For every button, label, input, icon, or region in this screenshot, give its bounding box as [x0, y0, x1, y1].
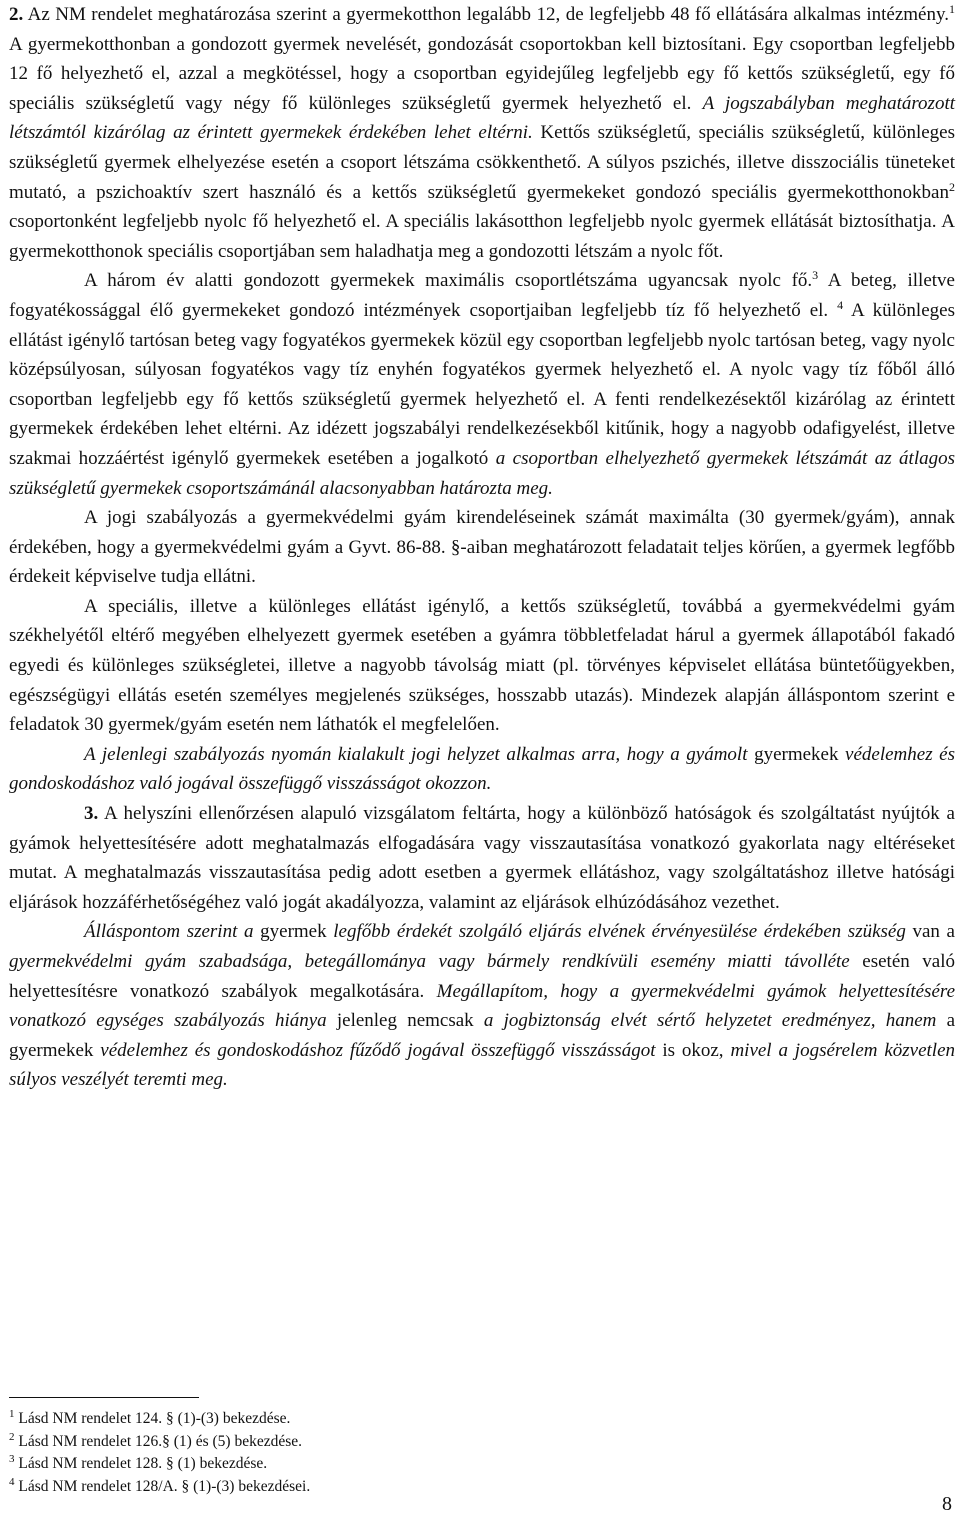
text-run: gyermek [260, 921, 334, 943]
footnote-separator [9, 1397, 199, 1398]
footnote-text: Lásd NM rendelet 124. § (1)-(3) bekezdése. [18, 1410, 291, 1427]
emphasized-text: védelemhez és gondoskodáshoz fűződő jogával összefüggő visszásságot [100, 1039, 663, 1061]
text-run: is okoz, [662, 1039, 731, 1061]
text-run: A három év alatti gondozott gyermekek maximális csoportlétszáma ugyancsak nyolc fő. [84, 270, 813, 292]
emphasized-text: védelemhez és gondoskodáshoz való jogával összefüggő visszásságot okozzon. [9, 743, 956, 795]
emphasized-text: Álláspontom szerint a [84, 921, 261, 943]
footnote-number: 3 [9, 1453, 15, 1465]
text-run: a gyermekek [9, 1010, 956, 1061]
text-run: van a [912, 921, 955, 943]
text-run: A különleges ellátást igénylő tartósan beteg vagy fogyatékos gyermekek közül egy csoportban legfeljebb nyolc tartósan beteg, vagy nyolc középsúlyosan, súlyosan fogyatékos vagy tíz enyhén fogyatékos gyermek helyezhető el. A nyolc vagy tíz főből álló csoportban legfeljebb egy fő kettős szükségletű gyermek helyezhető el. A fenti rendelkezésektől kizárólag az érintett gyermekek érdekében lehet eltérni. Az idézett jogszabályi rendelkezésekből kitűnik, hogy a nagyobb odafigyelést, illetve szakmai hozzáértést igénylő gyermekek esetében a jogalkotó [9, 299, 955, 469]
paragraph [9, 503, 955, 592]
emphasized-text: gyermekvédelmi gyám szabadsága, betegállománya vagy bármely rendkívüli esemény miatti távolléte [9, 951, 863, 972]
section-number: 3. [84, 803, 99, 825]
footnote-reference: 4 [837, 297, 844, 312]
text-run: A gyermekotthonban a gondozott gyermek nevelését, gondozását csoportokban kell biztosítani. Egy csoportban legfeljebb 12 fő helyezhető el, azzal a megkötéssel, hogy a csoportban egyidejűleg legfeljebb egy fő kettős szükségletű, egy fő speciális szükségletű vagy négy fő különleges szükségletű gyermek helyezhető el. [9, 33, 955, 114]
paragraph [9, 592, 955, 740]
footnote [9, 1408, 709, 1431]
paragraph [9, 799, 955, 917]
footnote [9, 1431, 709, 1454]
text-run: Kettős szükségletű, speciális szükségletű, különleges szükségletű gyermek elhelyezése esetén a csoport létszáma csökkenthető. A súlyos pszichés, illetve disszociális tüneteket mutató, a pszichoaktív szert használó és a kettős szükségletű gyermekeket gondozó speciális gyermekotthonokban [9, 122, 955, 203]
footnote-reference: 1 [949, 2, 955, 16]
text-run: csoportonként legfeljebb nyolc fő helyezhető el. A speciális lakásotthon legfeljebb nyolc gyermek ellátását biztosíthatja. A gyermekotthonok speciális csoportjában sem haladhatja meg a gondozotti létszám a nyolc főt. [9, 211, 955, 262]
text-run: A speciális, illetve a különleges ellátást igénylő, a kettős szükségletű, továbbá a gyermekvédelmi gyám székhelyétől eltérő megyében elhelyezett gyermek esetében a gyámra többletfeladat hárul a gyermek állapotából fakadó egyedi és különleges szükségletei, illetve a nagyobb távolság miatt (pl. törvényes képviselet ellátása büntetőügyekben, egészségügyi ellátás esetén személyes megjelenés szükséges, hosszabb utazás). Mindezek alapján álláspontom szerint e feladatok 30 gyermek/gyám esetén nem láthatók el megfelelően. [9, 595, 955, 736]
footnote [9, 1453, 709, 1476]
footnote-number: 4 [9, 1475, 15, 1488]
emphasized-text: mivel a jogsérelem közvetlen súlyos veszélyét teremti meg. [9, 1039, 956, 1091]
footnote [9, 1476, 709, 1499]
footnote-number: 2 [9, 1430, 15, 1443]
footnote-reference: 3 [812, 268, 819, 283]
text-run: Az NM rendelet meghatározása szerint a gyermekotthon legalább 12, de legfeljebb 48 fő ellátására alkalmas intézmény. [23, 4, 949, 25]
text-run: gyermekek [754, 743, 846, 765]
text-run: A beteg, illetve fogyatékossággal élő gyermekeket gondozó intézmények csoportjaiban legfeljebb tíz fő helyezhető el. [9, 270, 955, 321]
section-number: 2. [9, 4, 24, 25]
page-number: 8 [942, 1493, 952, 1515]
text-run: esetén való helyettesítésre vonatkozó szabályok megalkotására. [9, 951, 956, 1002]
emphasized-text: A jogszabályban meghatározott létszámtól kizárólag az érintett gyermekek érdekében lehet eltérni. [9, 92, 955, 144]
footnote-number: 1 [9, 1408, 15, 1420]
text-run: jelenleg nemcsak [336, 1010, 484, 1032]
paragraph [9, 266, 955, 503]
emphasized-text: legfőbb érdekét szolgáló eljárás elvének érvényesülése érdekében szükség [333, 921, 913, 943]
footnote-text: Lásd NM rendelet 128. § (1) bekezdése. [18, 1455, 268, 1472]
text-run: A jogi szabályozás a gyermekvédelmi gyám kirendeléseinek számát maximálta (30 gyermek/gyám), annak érdekében, hogy a gyermekvédelmi gyám a Gyvt. 86-88. §-aiban meghatározott feladatait teljes körűen, a gyermek legfőbb érdekeit képviselve tudja ellátni. [9, 507, 955, 588]
footnote-text: Lásd NM rendelet 126.§ (1) és (5) bekezdése. [18, 1432, 303, 1450]
emphasized-text: a csoportban elhelyezhető gyermekek létszámát az átlagos szükségletű gyermekek csoportszámánál alacsonyabban határozta meg. [9, 447, 956, 499]
footnote-text: Lásd NM rendelet 128/A. § (1)-(3) bekezdései. [18, 1477, 311, 1495]
paragraph [9, 0, 955, 266]
emphasized-text: A jelenlegi szabályozás nyomán kialakult jogi helyzet alkalmas arra, hogy a gyámolt [84, 743, 755, 765]
text-run: A helyszíni ellenőrzésen alapuló vizsgálatom feltárta, hogy a különböző hatóságok és szolgáltatást nyújtók a gyámok helyettesítésére adott meghatalmazás elfogadására vagy visszautasítása vonatkozó gyakorlata nagy eltéréseket mutat. A meghatalmazás visszautasítása pedig adott esetben a gyermek ellátáshoz, vagy szolgáltatáshoz illetve hatósági eljárások hozzáférhetőségéhez való jogát akadályozza, valamint az eljárások elhúzódásához vezethet. [9, 803, 955, 913]
emphasized-text: Megállapítom, hogy a gyermekvédelmi gyámok helyettesítésére vonatkozó egységes szabályozás hiánya [9, 980, 956, 1032]
paragraph [9, 917, 955, 1095]
footnotes [9, 1408, 709, 1498]
emphasized-text: a jogbiztonság elvét sértő helyzetet eredményez, hanem [483, 1010, 947, 1032]
footnote-reference: 2 [949, 179, 955, 194]
paragraph [9, 740, 955, 799]
document-body [9, 0, 955, 1095]
